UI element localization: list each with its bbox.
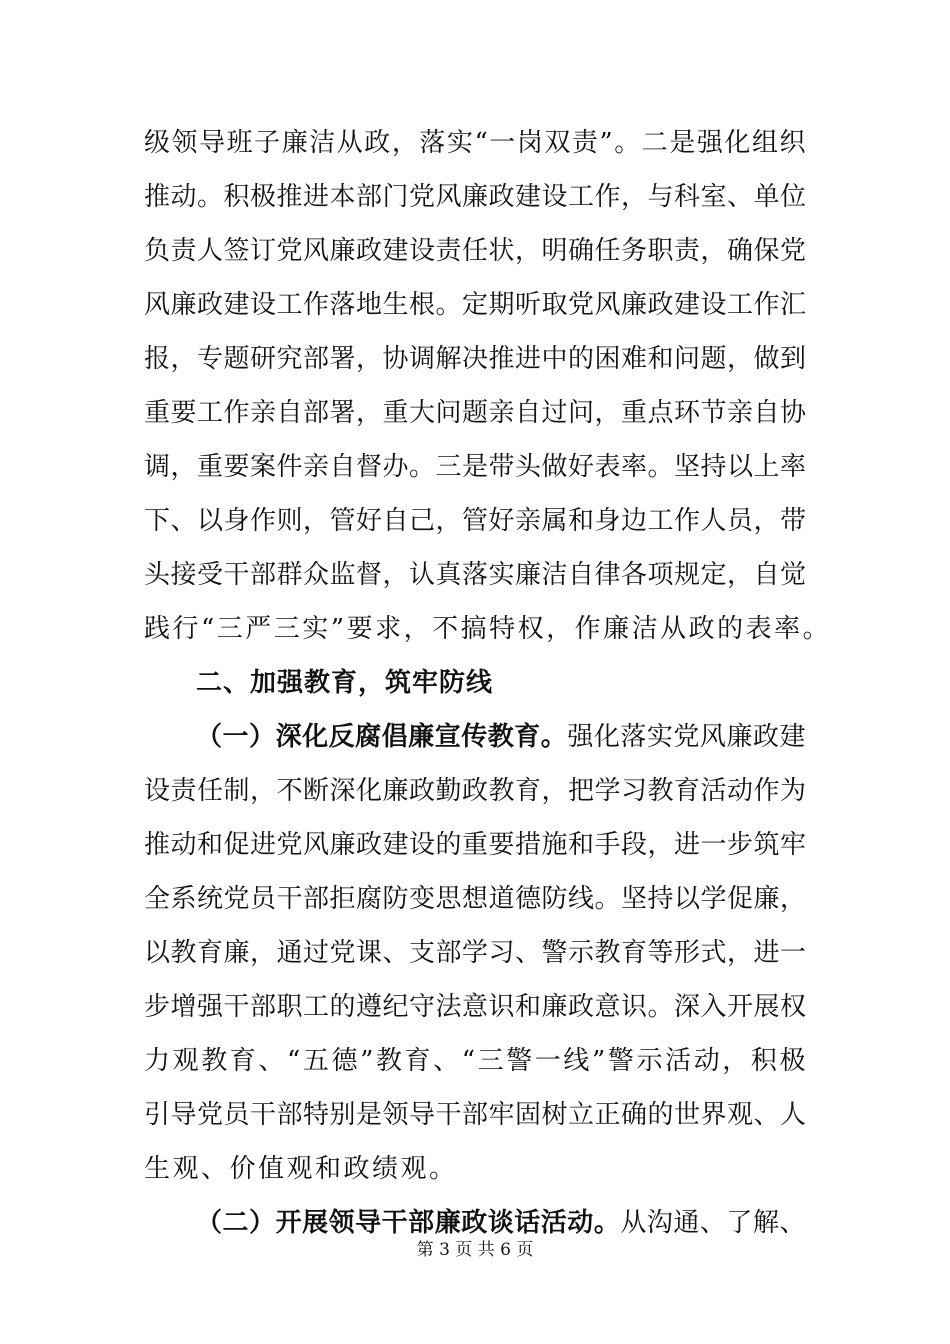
subsection-2-text: 从沟通、了解、: [620, 1208, 806, 1238]
body-line: 负责人签订党风廉政建设责任状，明确任务职责，确保党: [144, 236, 807, 266]
subsection-2-first-line: [196, 1203, 806, 1243]
body-line: 步增强干部职工的遵纪守法意识和廉政意识。深入开展权: [144, 992, 807, 1022]
body-line: 风廉政建设工作落地生根。定期听取党风廉政建设工作汇: [144, 290, 807, 320]
body-line: 以教育廉，通过党课、支部学习、警示教育等形式，进一: [144, 938, 807, 968]
subsection-2-title: （二）开展领导干部廉政谈话活动。: [196, 1208, 621, 1238]
body-line: 调，重要案件亲自督办。三是带头做好表率。坚持以上率: [144, 452, 807, 482]
body-line: 级领导班子廉洁从政，落实“一岗双责”。二是强化组织: [144, 128, 806, 158]
body-line: 全系统党员干部拒腐防变思想道德防线。坚持以学促廉，: [144, 884, 807, 914]
body-line: 报，专题研究部署，协调解决推进中的困难和问题，做到: [144, 344, 807, 374]
subsection-1-first-line: [196, 717, 806, 757]
body-line: 重要工作亲自部署，重大问题亲自过问，重点环节亲自协: [144, 398, 807, 428]
page-footer: 第 3 页 共 6 页: [416, 1240, 534, 1260]
subsection-1-text: 强化落实党风廉政建: [567, 722, 806, 752]
body-line: 推动。积极推进本部门党风廉政建设工作，与科室、单位: [144, 182, 807, 212]
body-line: 践行“三严三实”要求，不搞特权，作廉洁从政的表率。: [144, 614, 832, 644]
body-line: 推动和促进党风廉政建设的重要措施和手段，进一步筑牢: [144, 830, 807, 860]
body-line: 引导党员干部特别是领导干部牢固树立正确的世界观、人: [144, 1100, 807, 1130]
body-line: 力观教育、“五德”教育、“三警一线”警示活动，积极: [144, 1046, 806, 1076]
section-heading: 二、加强教育，筑牢防线: [196, 668, 494, 698]
body-line: 设责任制，不断深化廉政勤政教育，把学习教育活动作为: [144, 776, 807, 806]
body-line: 生观、价值观和政绩观。: [144, 1154, 458, 1184]
body-line: 下、以身作则，管好自己，管好亲属和身边工作人员，带: [144, 506, 807, 536]
subsection-1-title: （一）深化反腐倡廉宣传教育。: [196, 722, 568, 752]
body-line: 头接受干部群众监督，认真落实廉洁自律各项规定，自觉: [144, 560, 807, 590]
